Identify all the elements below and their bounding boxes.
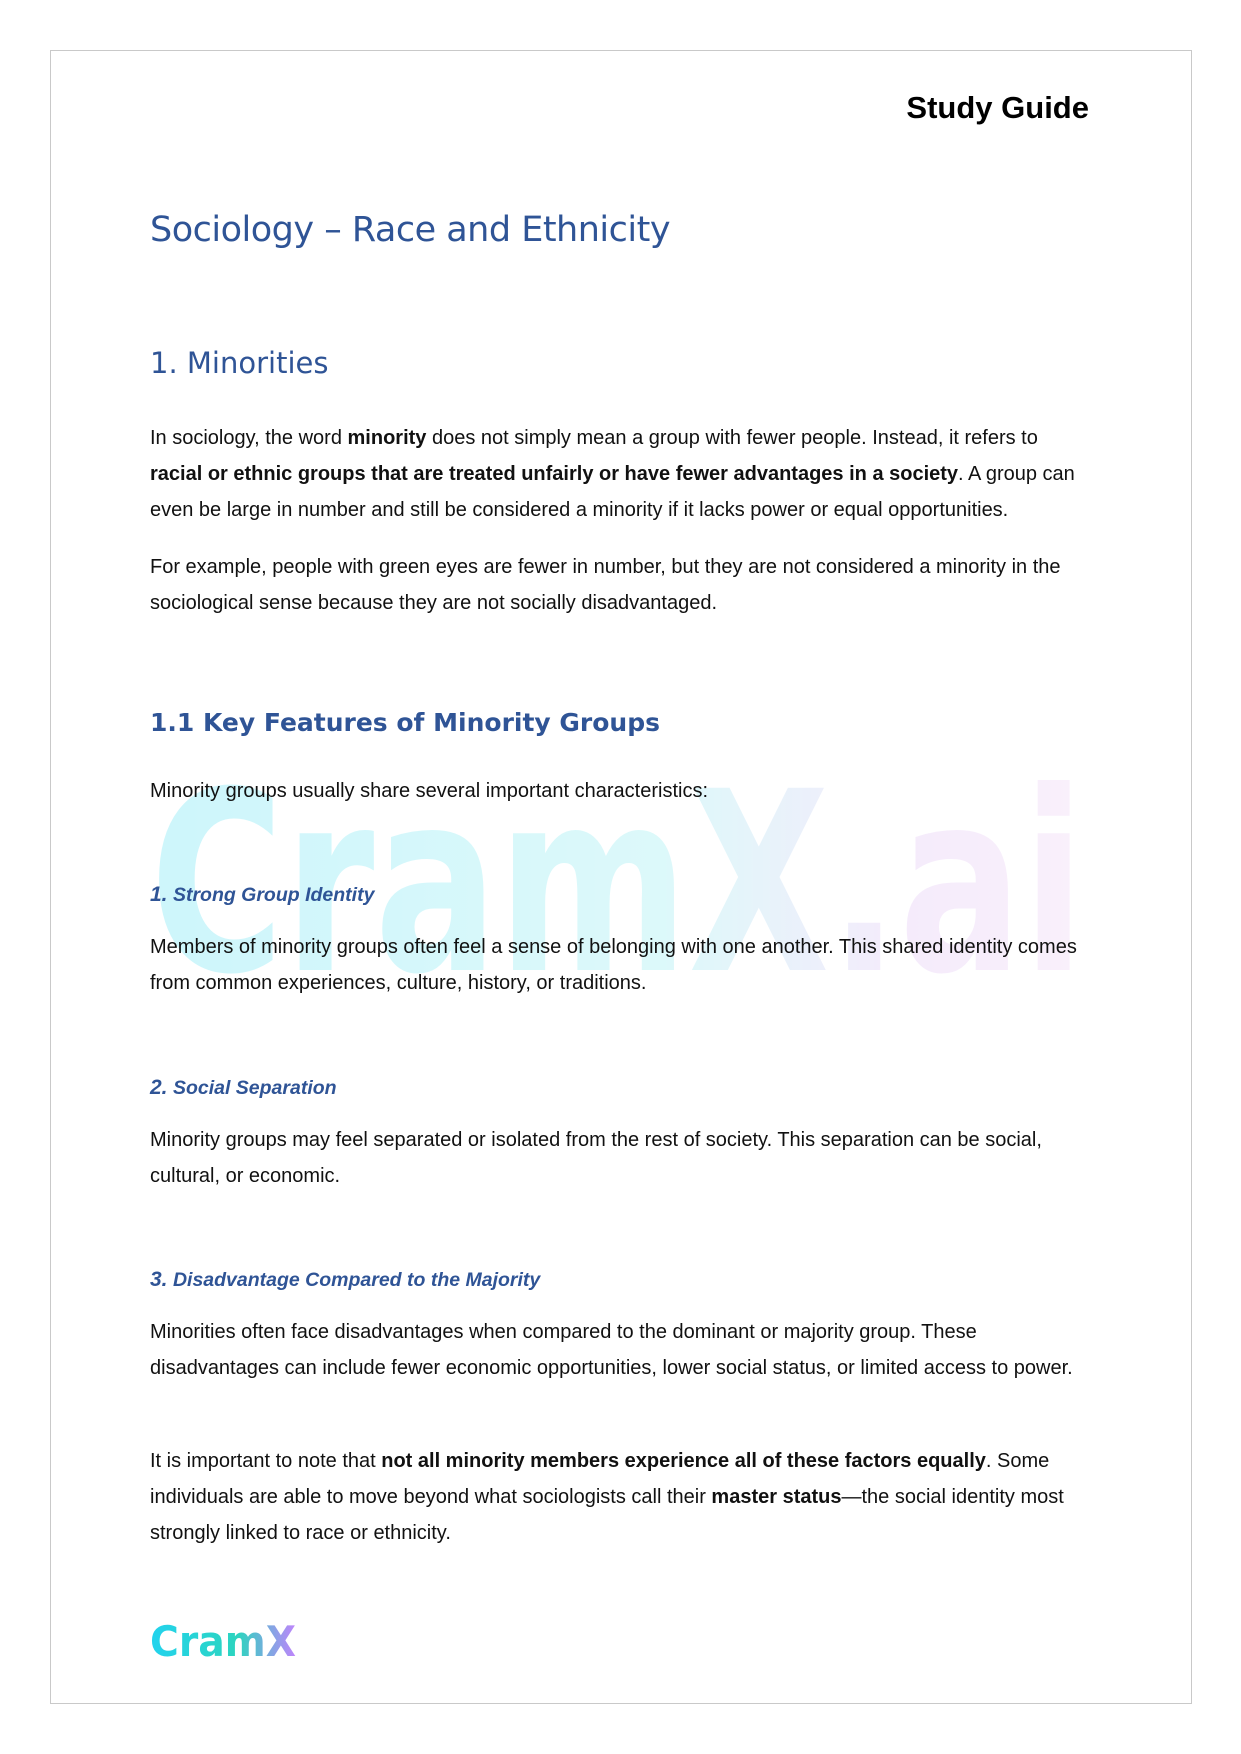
key-features-intro: Minority groups usually share several important characteristics:: [150, 780, 708, 802]
feature-title: Strong Group Identity: [172, 884, 375, 906]
feature-text-2: Minority groups may feel separated or isolated from the rest of society. This separation can be social, cultural, or economic.: [150, 1129, 1042, 1187]
document-title: Sociology – Race and Ethnicity: [150, 210, 671, 250]
feature-text-3: Minorities often face disadvantages when compared to the dominant or majority group. These disadvantages can include fewer economic opportunities, lower social status, or limited access to power.: [150, 1321, 1073, 1379]
feature-number: 3.: [150, 1268, 168, 1291]
text-run: It is important to note that: [150, 1450, 382, 1472]
feature-number: 1.: [150, 883, 168, 906]
text-run: does not simply mean a group with fewer people. Instead, it refers to: [426, 427, 1038, 449]
study-guide-label: Study Guide: [906, 90, 1089, 125]
logo-text: CramX: [150, 1618, 296, 1664]
bold-term-minority: minority: [347, 427, 427, 449]
feature-title: Social Separation: [172, 1077, 337, 1099]
text-run: . A group can even be large in number and still be considered a minority if it lacks power or equal opportunities.: [150, 463, 1075, 521]
feature-heading-2: [150, 1076, 337, 1100]
feature-title: Disadvantage Compared to the Majority: [172, 1269, 541, 1291]
minority-definition-paragraph: [150, 420, 1085, 528]
feature-heading-3: [150, 1268, 540, 1292]
bold-phrase-not-equally: not all minority members experience all of these factors equally: [381, 1450, 986, 1472]
text-run: —the social identity most strongly linked to race or ethnicity.: [150, 1486, 1064, 1544]
feature-heading-1: [150, 883, 374, 907]
feature-number: 2.: [150, 1076, 168, 1099]
bold-term-master-status: master status: [711, 1486, 842, 1508]
section-heading-minorities: 1. Minorities: [150, 346, 329, 380]
bold-definition: racial or ethnic groups that are treated unfairly or have fewer advantages in a society: [150, 463, 959, 485]
text-run: In sociology, the word: [150, 427, 348, 449]
feature-text-1: Members of minority groups often feel a sense of belonging with one another. This shared identity comes from common experiences, culture, history, or traditions.: [150, 936, 1077, 994]
green-eyes-example-paragraph: For example, people with green eyes are fewer in number, but they are not considered a minority in the sociological sense because they are not socially disadvantaged.: [150, 556, 1061, 614]
section-heading-key-features: 1.1 Key Features of Minority Groups: [150, 708, 661, 737]
text-run: . Some individuals are able to move beyond what sociologists call their: [150, 1450, 1050, 1508]
cramx-logo: [150, 1618, 300, 1664]
master-status-paragraph: [150, 1443, 1085, 1551]
watermark-text: CramX.ai: [150, 742, 1085, 1002]
